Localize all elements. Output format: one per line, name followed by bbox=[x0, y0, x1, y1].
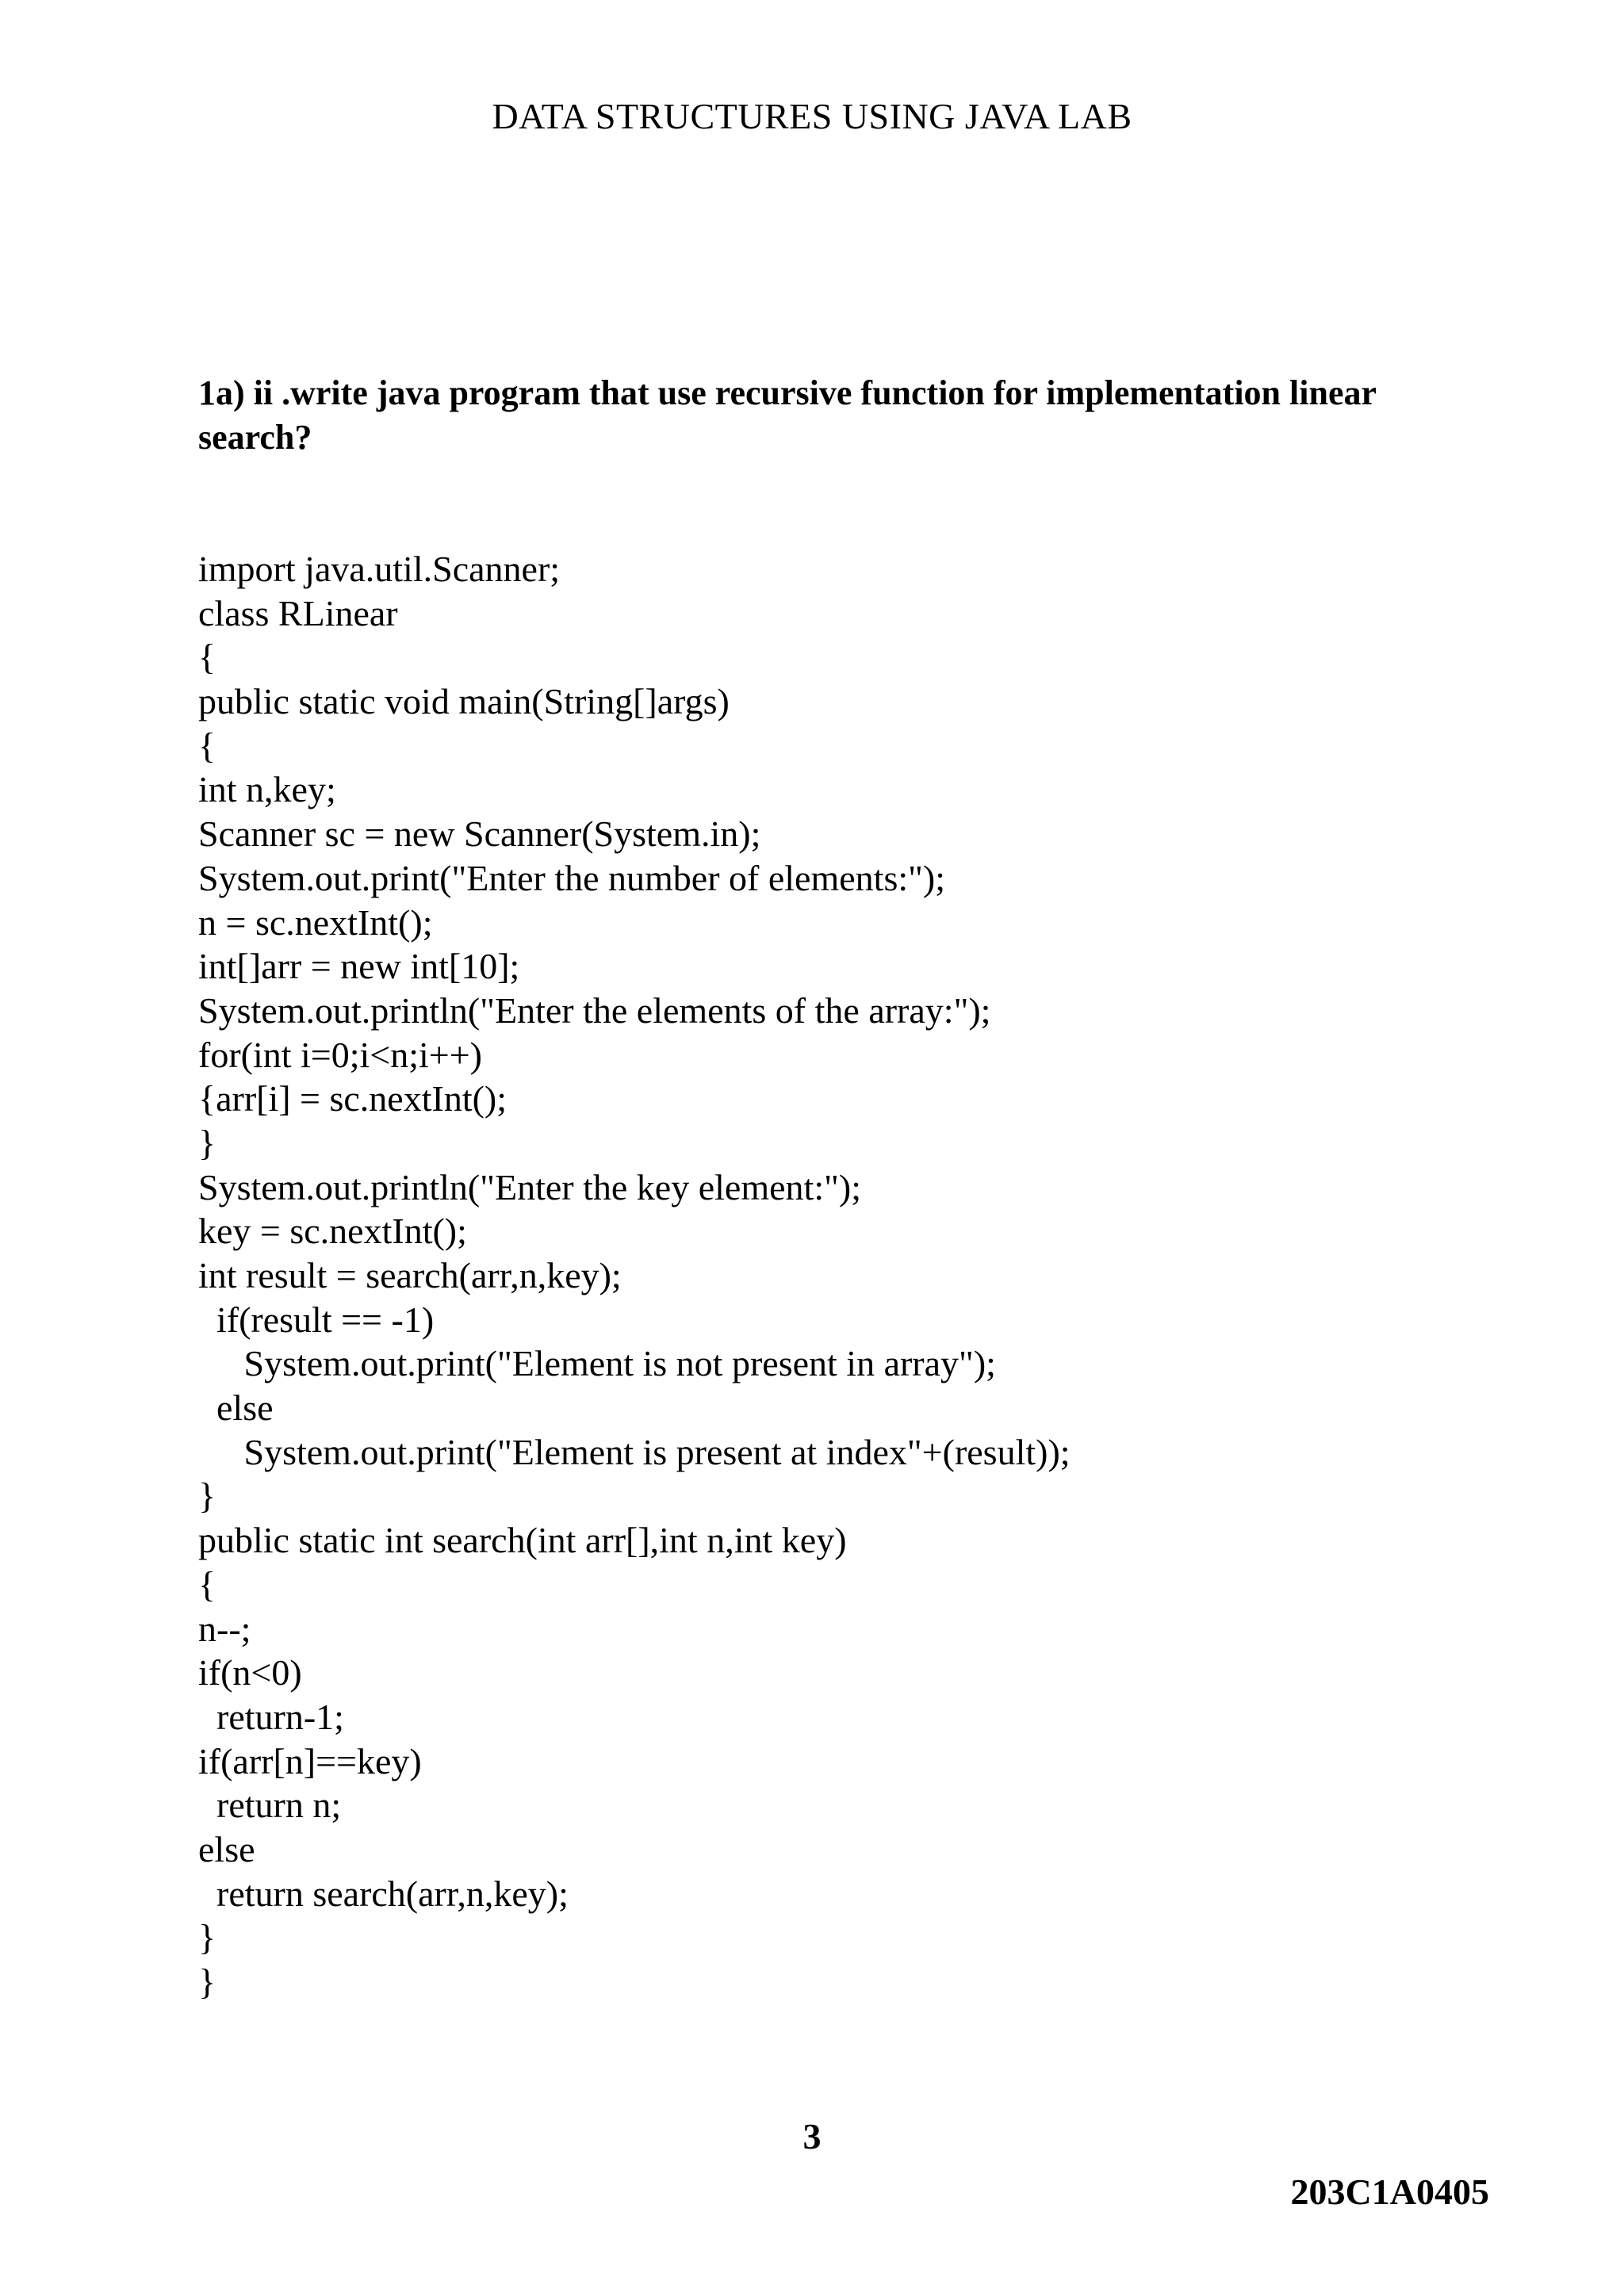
code-line: return search(arr,n,key); bbox=[198, 1873, 569, 1914]
code-line: else bbox=[198, 1828, 255, 1869]
code-line: if(result == -1) bbox=[198, 1299, 435, 1340]
code-line: } bbox=[198, 1122, 216, 1163]
code-line: if(arr[n]==key) bbox=[198, 1740, 422, 1781]
code-line: Scanner sc = new Scanner(System.in); bbox=[198, 813, 761, 855]
code-line: public static void main(String[]args) bbox=[198, 681, 730, 722]
page-header: DATA STRUCTURES USING JAVA LAB bbox=[492, 96, 1132, 136]
code-line: public static int search(int arr[],int n,int key) bbox=[198, 1520, 847, 1561]
code-line: int[]arr = new int[10]; bbox=[198, 946, 520, 987]
code-line: { bbox=[198, 1563, 216, 1605]
code-listing bbox=[198, 547, 1467, 2004]
code-line: int n,key; bbox=[198, 769, 336, 810]
code-line: } bbox=[198, 1961, 216, 2002]
question-heading bbox=[198, 371, 1499, 460]
code-line: n = sc.nextInt(); bbox=[198, 901, 433, 943]
page-number: 3 bbox=[802, 2116, 822, 2156]
code-line: for(int i=0;i<n;i++) bbox=[198, 1034, 483, 1075]
code-line: { bbox=[198, 725, 216, 766]
code-line: n--; bbox=[198, 1608, 251, 1649]
code-line: return-1; bbox=[198, 1696, 344, 1737]
code-line: return n; bbox=[198, 1785, 342, 1826]
code-line: System.out.print("Element is not present in array"); bbox=[198, 1343, 996, 1384]
code-line: { bbox=[198, 637, 216, 678]
code-line: import java.util.Scanner; bbox=[198, 549, 561, 589]
code-line: System.out.print("Enter the number of elements:"); bbox=[198, 857, 946, 898]
code-line: else bbox=[198, 1387, 274, 1429]
code-line: {arr[i] = sc.nextInt(); bbox=[198, 1078, 508, 1119]
code-line: System.out.println("Enter the elements of the array:"); bbox=[198, 989, 991, 1031]
code-line: } bbox=[198, 1475, 216, 1517]
code-line: key = sc.nextInt(); bbox=[198, 1211, 467, 1252]
code-line: } bbox=[198, 1917, 216, 1958]
question-line-2: search? bbox=[198, 418, 312, 457]
question-line-1: 1a) ii .write java program that use recursive function for implementation linear bbox=[198, 373, 1377, 412]
code-line: System.out.print("Element is present at index"+(result)); bbox=[198, 1431, 1071, 1472]
roll-number: 203C1A0405 bbox=[1290, 2172, 1489, 2212]
code-line: class RLinear bbox=[198, 592, 398, 633]
code-line: System.out.println("Enter the key element:"); bbox=[198, 1166, 861, 1207]
code-line: if(n<0) bbox=[198, 1652, 302, 1693]
code-line: int result = search(arr,n,key); bbox=[198, 1255, 622, 1295]
